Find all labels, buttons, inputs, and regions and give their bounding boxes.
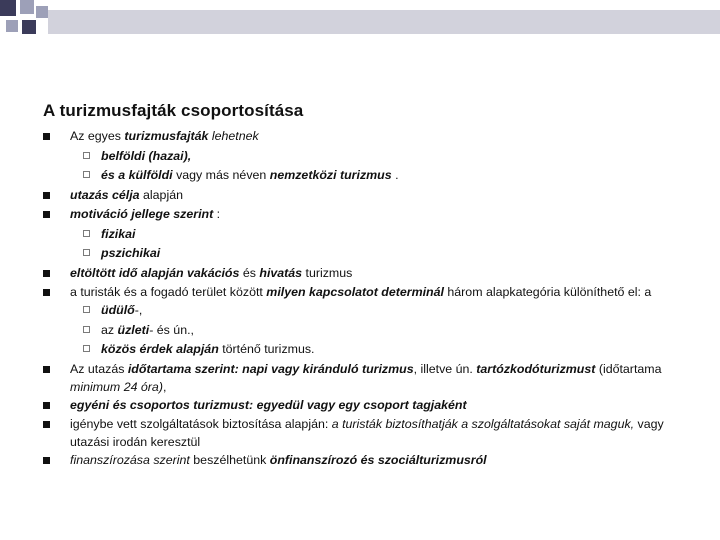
text: vagy utazási irodán keresztül (70, 417, 664, 449)
hollow-square-bullet-icon (83, 152, 90, 159)
text: minimum 24 óra) (70, 379, 163, 394)
text: közös érdek alapján (101, 342, 219, 356)
list-item (43, 360, 683, 396)
list-item (43, 451, 683, 471)
sub-list-item (43, 301, 683, 321)
corner-square-light (36, 6, 48, 18)
text: , (162, 379, 167, 394)
text: turizmus (302, 265, 353, 280)
corner-square-dark (22, 20, 36, 34)
list-item (43, 127, 683, 147)
text: és a (101, 168, 129, 182)
filled-square-bullet-icon (43, 211, 50, 218)
slide-title: A turizmusfajták csoportosítása (43, 101, 304, 120)
text: három alapkategória különíthető el: a (443, 285, 652, 299)
text: nemzetközi turizmus (269, 168, 392, 182)
text: alapján (139, 187, 183, 202)
filled-square-bullet-icon (43, 289, 50, 296)
text: igénybe vett szolgáltatások biztosítása alapján: (70, 417, 332, 431)
text: finanszírozása szerint (70, 453, 190, 467)
text: üzleti (117, 322, 150, 337)
sub-list-item (43, 225, 683, 245)
text: tartózkodóturizmust (476, 361, 596, 376)
text: időtartama szerint: napi vagy kiránduló turizmus (127, 361, 414, 376)
sub-list-item (43, 147, 683, 167)
text: utazás célja (70, 187, 140, 202)
text: belföldi (hazai), (101, 148, 192, 163)
list-item (43, 415, 683, 451)
text: beszélhetünk (189, 453, 270, 467)
filled-square-bullet-icon (43, 270, 50, 277)
text: Az utazás (70, 361, 128, 376)
text: történő turizmus. (218, 342, 315, 356)
list-item (43, 186, 683, 206)
hollow-square-bullet-icon (83, 230, 90, 237)
text: külföldi (128, 168, 173, 182)
filled-square-bullet-icon (43, 402, 50, 409)
text: Az egyes (70, 129, 125, 143)
filled-square-bullet-icon (43, 421, 50, 428)
hollow-square-bullet-icon (83, 171, 90, 178)
text: , illetve ún. (413, 361, 477, 376)
hollow-square-bullet-icon (83, 326, 90, 333)
corner-square-light (20, 0, 34, 14)
text: egyéni és csoportos turizmust: egyedül vagy egy csoport tagjaként (70, 397, 467, 412)
list-item (43, 396, 683, 416)
sub-list-item (43, 244, 683, 264)
text: motiváció jellege szerint (70, 207, 214, 221)
text: (időtartama (595, 361, 662, 376)
text: pszichikai (101, 246, 161, 260)
sub-list-item (43, 340, 683, 360)
text: - és ún., (149, 322, 194, 337)
corner-decoration (0, 0, 60, 40)
text: -, (134, 303, 143, 317)
corner-square-dark (0, 0, 16, 16)
list-item (43, 283, 683, 301)
hollow-square-bullet-icon (83, 249, 90, 256)
bullet-list (43, 127, 683, 471)
filled-square-bullet-icon (43, 133, 50, 140)
corner-square-light (6, 20, 18, 32)
filled-square-bullet-icon (43, 366, 50, 373)
hollow-square-bullet-icon (83, 345, 90, 352)
text: önfinanszírozó és szociálturizmusról (269, 453, 487, 467)
text: eltöltött idő alapján vakációs (70, 265, 240, 280)
list-item (43, 264, 683, 284)
hollow-square-bullet-icon (83, 306, 90, 313)
text: fizikai (101, 226, 136, 241)
text: turizmusfajták (124, 129, 209, 143)
text: . (391, 168, 399, 182)
text: lehetnek (208, 129, 259, 143)
text: az (101, 322, 118, 337)
filled-square-bullet-icon (43, 192, 50, 199)
text: a turisták biztosíthatják a szolgáltatásokat saját maguk, (331, 417, 635, 431)
text: és (239, 265, 260, 280)
sub-list-item (43, 166, 683, 186)
text: a turisták és a fogadó terület között (70, 285, 267, 299)
text: üdülő (101, 303, 135, 317)
text: vagy más néven (172, 168, 270, 182)
sub-list-item (43, 321, 683, 341)
header-band (48, 10, 720, 34)
list-item (43, 205, 683, 225)
text: milyen kapcsolatot determinál (266, 285, 444, 299)
filled-square-bullet-icon (43, 457, 50, 464)
text: hivatás (259, 265, 303, 280)
text: : (213, 207, 221, 221)
